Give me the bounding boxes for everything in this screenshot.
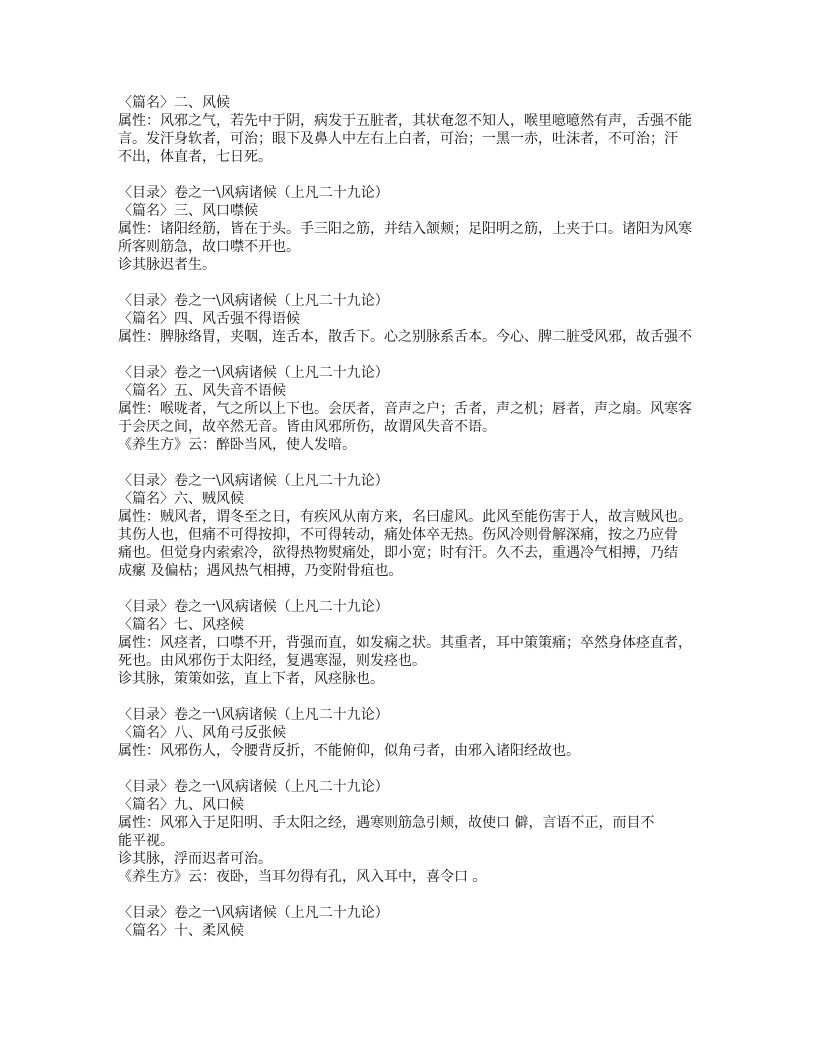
text-line: 〈目录〉卷之一\风病诸候（上凡二十九论）: [118, 707, 389, 723]
document-section: [118, 292, 718, 346]
text-line: 不出，体直者，七日死。: [118, 149, 272, 165]
text-line: 〈篇名〉五、风失音不语候: [118, 383, 286, 399]
text-line: 〈篇名〉二、风候: [118, 95, 230, 111]
text-line: 属性：喉咙者，气之所以上下也。会厌者，音声之户；舌者，声之机；唇者，声之扇。风寒客: [118, 401, 692, 417]
text-line: 〈篇名〉六、贼风候: [118, 491, 244, 507]
text-line: 属性：风痉者，口噤不开，背强而直，如发痫之状。其重者，耳中策策痛；卒然身体痉直者，: [118, 635, 692, 651]
section-gap: [118, 274, 718, 292]
document-section: [118, 778, 718, 886]
text-line: 〈目录〉卷之一\风病诸候（上凡二十九论）: [118, 779, 389, 795]
text-line: 属性：诸阳经筋，皆在于头。手三阳之筋，并结入颔颊；足阳明之筋，上夹于口。诸阳为风寒: [118, 221, 692, 237]
text-line: 〈篇名〉十、柔风候: [118, 923, 244, 939]
text-line: 死也。由风邪伤于太阳经，复遇寒湿，则发痉也。: [118, 653, 426, 669]
text-line: 成瘰 及偏枯；遇风热气相搏，乃变附骨疽也。: [118, 563, 403, 579]
document-section: [118, 184, 718, 274]
text-line: 〈篇名〉七、风痉候: [118, 617, 244, 633]
text-line: 痛也。但觉身内索索冷，欲得热物熨痛处，即小宽；时有汗。久不去，重遇冷气相搏，乃结: [118, 545, 678, 561]
document-section: [118, 364, 718, 454]
text-line: 属性：风邪入于足阳明、手太阳之经，遇寒则筋急引颊，故使口 僻，言语不正，而目不: [118, 815, 655, 831]
text-line: 〈篇名〉九、风口候: [118, 797, 244, 813]
section-gap: [118, 454, 718, 472]
section-gap: [118, 166, 718, 184]
text-line: 《养生方》云：醉卧当风，使人发喑。: [118, 437, 356, 453]
section-gap: [118, 760, 718, 778]
text-line: 言。发汗身软者，可治；眼下及鼻人中左右上白者，可治；一黑一赤，吐沫者，不可治；汗: [118, 131, 678, 147]
document-page: [118, 94, 718, 940]
text-line: 属性：贼风者，谓冬至之日，有疾风从南方来，名曰虚风。此风至能伤害于人，故言贼风也。: [118, 509, 692, 525]
section-gap: [118, 346, 718, 364]
text-line: 〈目录〉卷之一\风病诸候（上凡二十九论）: [118, 185, 389, 201]
text-line: 诊其脉，浮而迟者可治。: [118, 851, 272, 867]
document-section: [118, 472, 718, 580]
text-line: 《养生方》云：夜卧，当耳勿得有孔，风入耳中，喜令口 。: [118, 869, 487, 885]
text-line: 属性：风邪伤人，令腰背反折，不能俯仰，似角弓者，由邪入诸阳经故也。: [118, 743, 580, 759]
document-section: [118, 598, 718, 688]
document-section: [118, 706, 718, 760]
text-line: 〈篇名〉三、风口噤候: [118, 203, 258, 219]
text-line: 于会厌之间，故卒然无音。皆由风邪所伤，故谓风失音不语。: [118, 419, 496, 435]
section-gap: [118, 886, 718, 904]
text-line: 〈目录〉卷之一\风病诸候（上凡二十九论）: [118, 473, 389, 489]
document-section: [118, 94, 718, 166]
section-gap: [118, 580, 718, 598]
text-line: 〈篇名〉八、风角弓反张候: [118, 725, 286, 741]
text-line: 诊其脉，策策如弦，直上下者，风痉脉也。: [118, 671, 384, 687]
text-line: 属性：风邪之气，若先中于阴，病发于五脏者，其状奄忽不知人，喉里噫噫然有声，舌强不能: [118, 113, 692, 129]
text-line: 〈目录〉卷之一\风病诸候（上凡二十九论）: [118, 599, 389, 615]
text-line: 〈目录〉卷之一\风病诸候（上凡二十九论）: [118, 293, 389, 309]
text-line: 所客则筋急，故口噤不开也。: [118, 239, 300, 255]
text-line: 〈目录〉卷之一\风病诸候（上凡二十九论）: [118, 365, 389, 381]
text-line: 〈目录〉卷之一\风病诸候（上凡二十九论）: [118, 905, 389, 921]
section-gap: [118, 688, 718, 706]
text-line: 〈篇名〉四、风舌强不得语候: [118, 311, 300, 327]
text-line: 能平视。: [118, 833, 174, 849]
text-line: 其伤人也，但痛不可得按抑，不可得转动，痛处体卒无热。伤风冷则骨解深痛，按之乃应骨: [118, 527, 678, 543]
text-line: 属性：脾脉络胃，夹咽，连舌本，散舌下。心之别脉系舌本。今心、脾二脏受风邪，故舌强不: [118, 329, 692, 345]
document-section: [118, 904, 718, 940]
text-line: 诊其脉迟者生。: [118, 257, 216, 273]
